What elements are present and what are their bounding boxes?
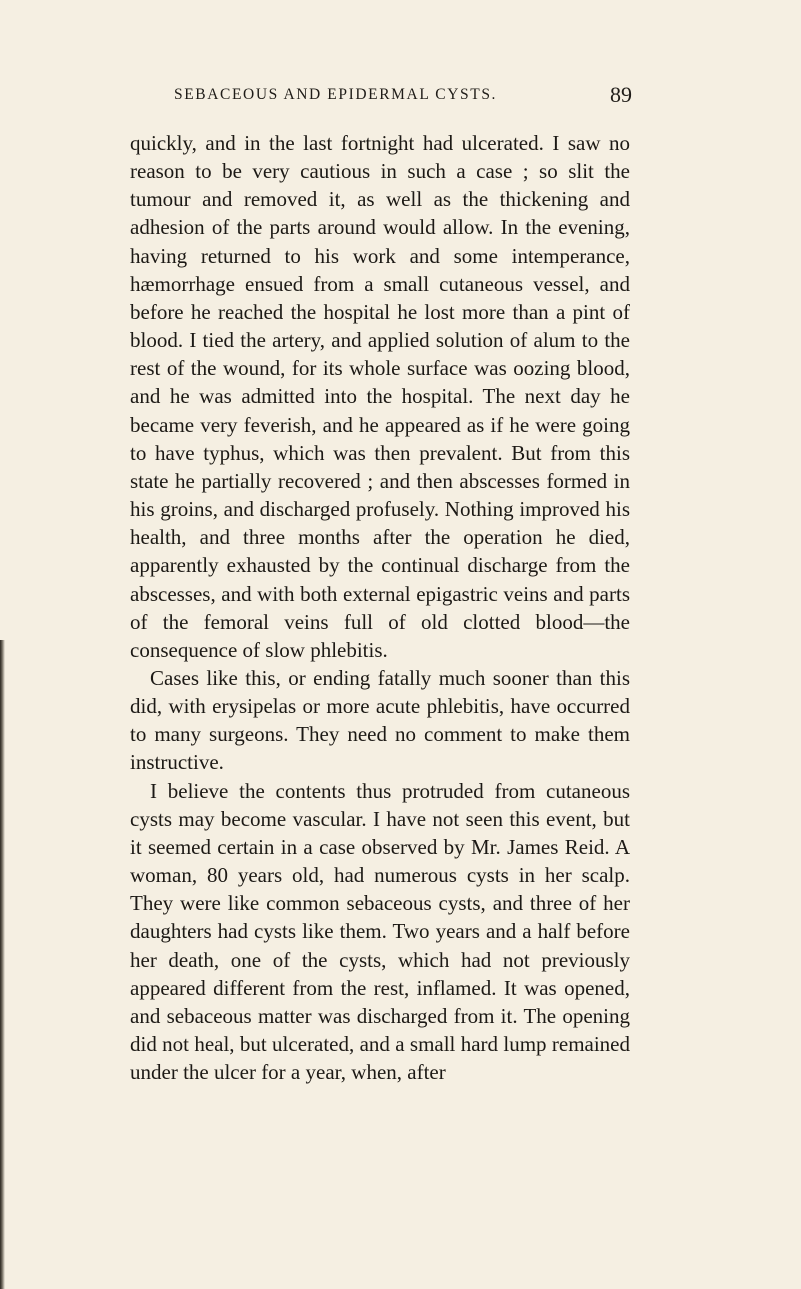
binding-shadow (0, 640, 5, 1289)
running-header (122, 82, 632, 110)
body-text (130, 129, 630, 1086)
paragraph: I believe the contents thus protruded from cutaneous cysts may become vascular. I have not seen this event, but it seemed certain in a case observed by Mr. James Reid. A woman, 80 years old, had numerous cysts in her scalp. They were like common sebaceous cysts, and three of her daughters had cysts like them. Two years and a half before her death, one of the cysts, which had not previously appeared different from the rest, inflamed. It was opened, and sebaceous matter was discharged from it. The opening did not heal, but ulcerated, and a small hard lump remained under the ulcer for a year, when, after (130, 778, 630, 1085)
paragraph: Cases like this, or ending fatally much sooner than this did, with erysipelas or more acute phlebitis, have occurred to many surgeons. They need no comment to make them instructive. (130, 665, 630, 775)
page-number: 89 (610, 82, 632, 107)
paragraph-continued: quickly, and in the last fortnight had ulcerated. I saw no reason to be very cautious in such a case ; so slit the tumour and removed it, as well as the thickening and adhesion of the parts around would allow. In the evening, having returned to his work and some intemperance, hæmorrhage ensued from a small cutaneous vessel, and before he reached the hospital he lost more than a pint of blood. I tied the artery, and applied solution of alum to the rest of the wound, for its whole surface was oozing blood, and he was admitted into the hospital. The next day he became very feverish, and he appeared as if he were going to have typhus, which was then prevalent. But from this state he partially recovered ; and then abscesses formed in his groins, and discharged profusely. Nothing improved his health, and three months after the operation he died, apparently exhausted by the continual discharge from the abscesses, and with both external epigastric veins and parts of the femoral veins full of old clotted blood—the consequence of slow phlebitis. (130, 131, 630, 662)
running-title: SEBACEOUS AND EPIDERMAL CYSTS. (174, 86, 498, 103)
